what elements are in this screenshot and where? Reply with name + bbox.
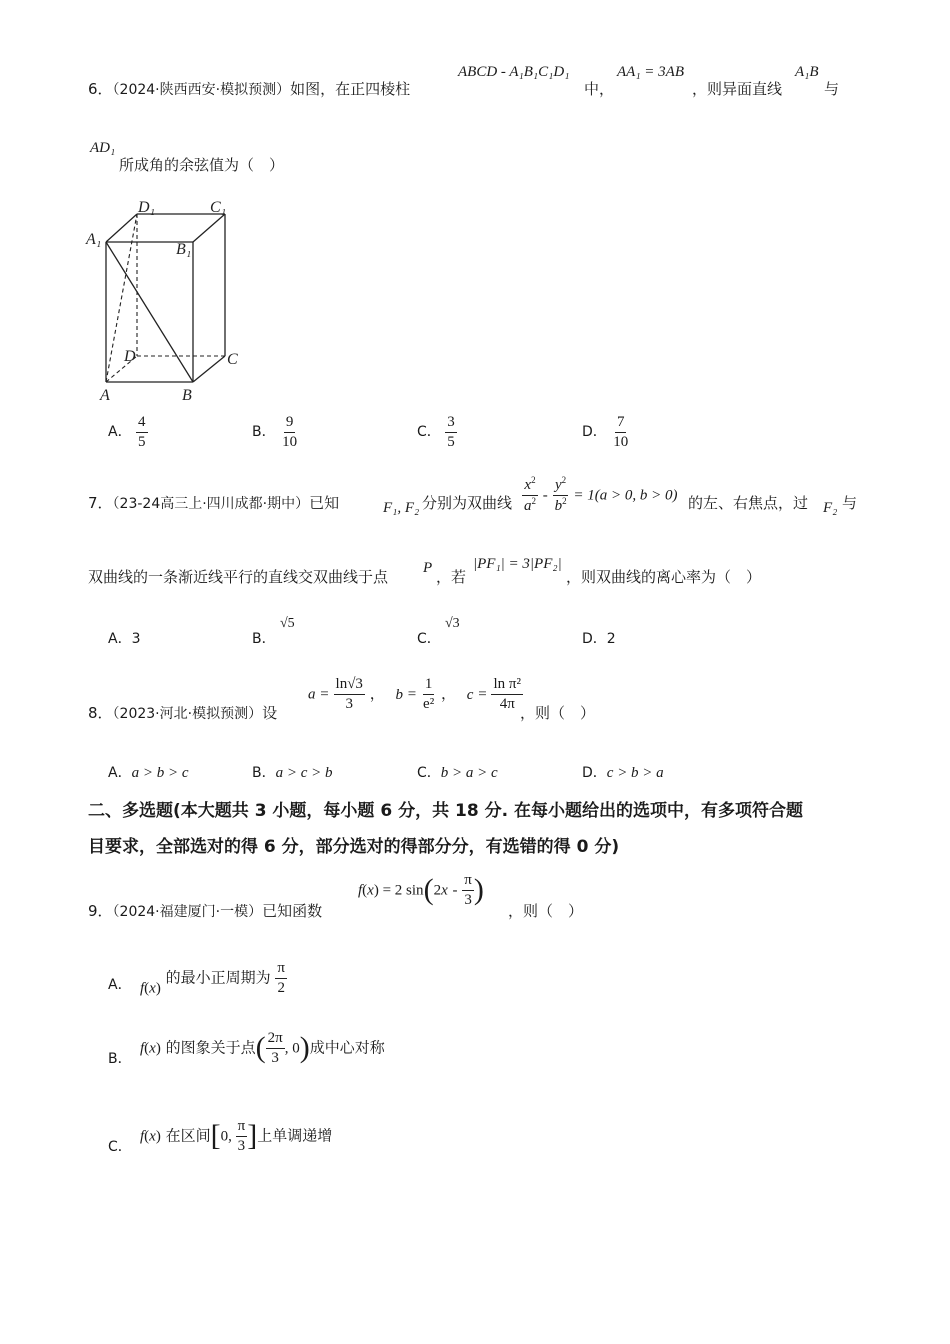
q9-option-a[interactable]: A． (108, 977, 132, 993)
q6-option-c[interactable]: C． $\frac{3}{5}$ (417, 414, 455, 450)
q7-line1: 7．（23-24高三上·四川成都·期中）已知 (88, 494, 340, 512)
q7-hyperbola-equation: $\frac{x^2}{a^2}$ - $\frac{y^2}{b^2}$ = 1(a > 0, b > 0) (524, 475, 678, 514)
label-a: A (100, 387, 110, 404)
label-c: C (227, 351, 238, 368)
edge-bc (193, 356, 225, 382)
q6-option-b[interactable]: B． $\frac{9}{10}$ (252, 414, 298, 450)
q6-text-zhong: 中， (584, 80, 615, 98)
q6-text: 如图，在正四棱柱 (290, 80, 411, 98)
q9-function: f(x) = 2 sin(2x - $\frac{\pi}{3}$ ) (358, 872, 484, 908)
q8-definitions: a = $\frac{\ln√3}{3}$ ， b = $\frac{1}{\text{e²}}$ ， c = $\frac{\text{ln π²}}{4\pi}$ (308, 676, 521, 712)
q7-text-yu: 与 (842, 494, 858, 512)
q6-option-a[interactable]: A． $\frac{4}{5}$ (108, 414, 146, 450)
q8-option-a[interactable]: A．a > b > c (108, 765, 189, 781)
q9-option-a-content: f(x) 的最小正周期为 $\frac{\pi}{2}$ (140, 960, 285, 997)
edge-c1b1 (193, 214, 225, 242)
q8-option-d[interactable]: D．c > b > a (582, 765, 664, 781)
q7-number: 7． (88, 494, 113, 512)
q6-line-a1b: A₁B (795, 64, 819, 80)
q6-line-ad1: AD₁ (90, 140, 116, 156)
q7-option-c-value: √3 (445, 616, 460, 631)
q8-option-b[interactable]: B．a > c > b (252, 765, 333, 781)
section-2-heading-cont: 目要求，全部选对的得 6 分，部分选对的得部分分，有选错的得 0 分) (88, 837, 620, 857)
q7-text-foci: 的左、右焦点，过 (688, 494, 809, 512)
q7-option-a[interactable]: A．3 (108, 631, 141, 647)
q8-text-question: ，则（ ） (520, 704, 596, 722)
q7-option-c[interactable]: C． (417, 631, 441, 647)
q7-text-ruo: ，若 (436, 568, 467, 586)
label-b1: B₁ (176, 241, 192, 258)
q7-condition: |PF₁| = 3|PF₂| (473, 556, 562, 572)
label-b: B (182, 387, 192, 404)
q6-condition: AA₁ = 3AB (617, 64, 684, 80)
section-2-heading: 二、多选题(本大题共 3 小题，每小题 6 分，共 18 分. 在每小题给出的选项中，有多项符合题 (88, 801, 803, 821)
q7-text-hyperbola: 分别为双曲线 (422, 494, 513, 512)
q9-source: （2024·福建厦门·一模） (112, 904, 263, 920)
q8-source: （2023·河北·模拟预测） (112, 706, 263, 722)
q9-option-b[interactable]: B． (108, 1051, 132, 1067)
q6-prism-name: ABCD - A₁B₁C₁D₁ (458, 64, 570, 80)
q7-point-p: P (423, 560, 433, 576)
prism-figure (84, 196, 254, 406)
q7-option-b[interactable]: B． (252, 631, 276, 647)
q7-option-b-value: √5 (280, 616, 295, 631)
q8-option-c[interactable]: C．b > a > c (417, 765, 498, 781)
q6-line1 (88, 78, 410, 99)
q7-text-question: ，则双曲线的离心率为（ ） (566, 568, 762, 586)
q6-number: 6． (88, 80, 113, 98)
q7-foci: F₁, F₂ (383, 500, 420, 516)
q6-text-yu: 与 (824, 80, 840, 98)
q8-number: 8． (88, 704, 113, 722)
q9-option-c-content: f(x) 在区间[0, $\frac{\pi}{3}$ ]上单调递增 (140, 1118, 333, 1154)
q9-option-b-content: f(x) 的图象关于点( $\frac{2\pi}{3}$ , 0)成中心对称 (140, 1030, 385, 1066)
q7-option-d[interactable]: D．2 (582, 631, 616, 647)
q6-source: （2024·陕西西安·模拟预测） (112, 82, 291, 98)
q9-number: 9． (88, 902, 113, 920)
label-a1: A₁ (86, 231, 102, 248)
q6-option-d[interactable]: D． $\frac{7}{10}$ (582, 414, 629, 450)
q6-text-skew: ，则异面直线 (692, 80, 783, 98)
label-d1: D₁ (138, 199, 156, 216)
q9-option-c[interactable]: C． (108, 1139, 132, 1155)
q7-text-line2: 双曲线的一条渐近线平行的直线交双曲线于点 (88, 568, 389, 586)
q7-f2: F₂ (823, 500, 838, 516)
q7-source: （23-24高三上·四川成都·期中） (112, 496, 310, 512)
label-d: D (124, 348, 136, 365)
q8-line1: 8．（2023·河北·模拟预测）设 (88, 704, 278, 722)
q9-line1: 9．（2024·福建厦门·一模）已知函数 (88, 902, 323, 920)
q9-text-question: ，则（ ） (508, 902, 584, 920)
label-c1: C₁ (210, 199, 227, 216)
q6-text-question: 所成角的余弦值为（ ） (119, 156, 285, 174)
edge-a1d1 (106, 214, 137, 242)
